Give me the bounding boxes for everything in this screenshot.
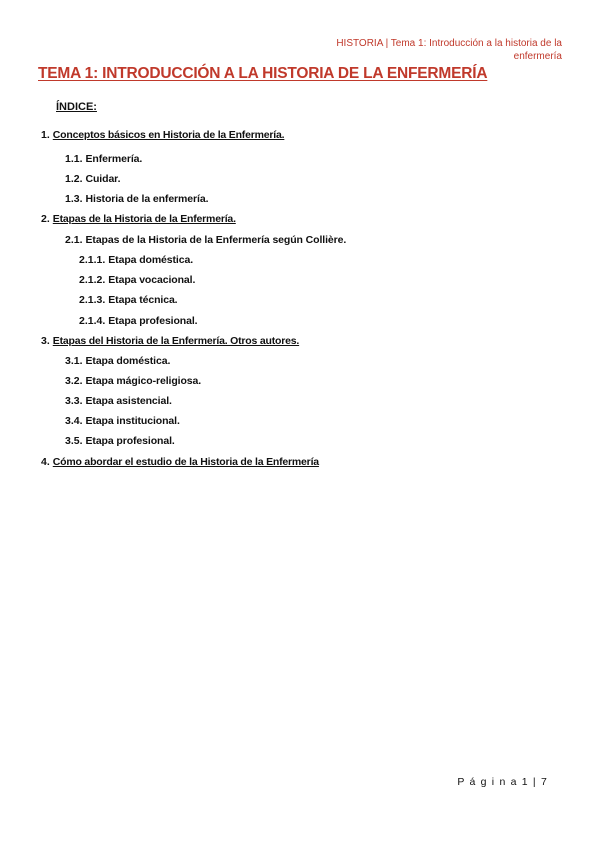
toc-entry-number: 1.3.: [65, 193, 83, 205]
toc-entry-number: 3.5.: [65, 435, 83, 447]
toc-entry-2[interactable]: [41, 212, 236, 226]
toc-entry-3-5[interactable]: [65, 434, 175, 448]
toc-entry-text: Historia de la enfermería.: [85, 193, 209, 205]
toc-entry-number: 3.: [41, 335, 50, 347]
toc-entry-number: 3.4.: [65, 415, 83, 427]
toc-entry-text: Etapas de la Historia de la Enfermería según Collière.: [85, 234, 347, 246]
page-number-footer: P á g i n a 1 | 7: [457, 776, 548, 788]
toc-entry-4[interactable]: [41, 455, 319, 469]
toc-entry-3-1[interactable]: [65, 354, 170, 368]
toc-entry-text: Etapa técnica.: [108, 294, 178, 306]
toc-entry-text: Conceptos básicos en Historia de la Enfermería.: [52, 129, 285, 141]
toc-entry-number: 1.1.: [65, 153, 83, 165]
toc-entry-text: Etapa profesional.: [85, 435, 175, 447]
toc-entry-number: 3.1.: [65, 355, 83, 367]
toc-entry-text: Cuidar.: [85, 173, 121, 185]
toc-entry-2-1-3[interactable]: [79, 293, 178, 307]
toc-entry-text: Etapa asistencial.: [85, 395, 172, 407]
document-title: TEMA 1: INTRODUCCIÓN A LA HISTORIA DE LA ENFERMERÍA: [38, 65, 488, 82]
toc-entry-number: 2.1.2.: [79, 274, 106, 286]
index-heading: ÍNDICE:: [56, 101, 97, 113]
toc-entry-number: 2.: [41, 213, 50, 225]
toc-entry-number: 2.1.3.: [79, 294, 106, 306]
toc-entry-2-1-4[interactable]: [79, 314, 198, 328]
header-line-2: enfermería: [513, 51, 562, 62]
toc-entry-text: Etapa doméstica.: [85, 355, 171, 367]
toc-entry-number: 3.2.: [65, 375, 83, 387]
toc-entry-3-2[interactable]: [65, 374, 201, 388]
toc-entry-text: Cómo abordar el estudio de la Historia de la Enfermería: [52, 456, 319, 468]
toc-entry-number: 4.: [41, 456, 50, 468]
toc-entry-number: 3.3.: [65, 395, 83, 407]
toc-entry-2-1-2[interactable]: [79, 273, 195, 287]
toc-entry-number: 2.1.4.: [79, 315, 106, 327]
toc-entry-1-3[interactable]: [65, 192, 208, 206]
toc-entry-text: Etapa mágico-religiosa.: [85, 375, 202, 387]
toc-entry-1-2[interactable]: [65, 172, 120, 186]
toc-entry-3-4[interactable]: [65, 414, 180, 428]
toc-entry-2-1[interactable]: [65, 233, 346, 247]
toc-entry-text: Enfermería.: [85, 153, 143, 165]
toc-entry-text: Etapa profesional.: [108, 315, 198, 327]
toc-entry-3-3[interactable]: [65, 394, 172, 408]
toc-entry-number: 2.1.1.: [79, 254, 106, 266]
toc-entry-text: Etapa vocacional.: [108, 274, 196, 286]
toc-entry-number: 2.1.: [65, 234, 83, 246]
toc-entry-text: Etapa institucional.: [85, 415, 180, 427]
toc-entry-2-1-1[interactable]: [79, 253, 193, 267]
toc-entry-text: Etapas del Historia de la Enfermería. Otros autores.: [52, 335, 300, 347]
toc-entry-text: Etapas de la Historia de la Enfermería.: [52, 213, 236, 225]
toc-entry-text: Etapa doméstica.: [108, 254, 194, 266]
header-line-1: HISTORIA | Tema 1: Introducción a la historia de la: [336, 38, 562, 49]
toc-entry-1-1[interactable]: [65, 152, 142, 166]
toc-entry-number: 1.2.: [65, 173, 83, 185]
toc-entry-3[interactable]: [41, 334, 299, 348]
toc-entry-1[interactable]: [41, 128, 284, 142]
toc-entry-number: 1.: [41, 129, 50, 141]
